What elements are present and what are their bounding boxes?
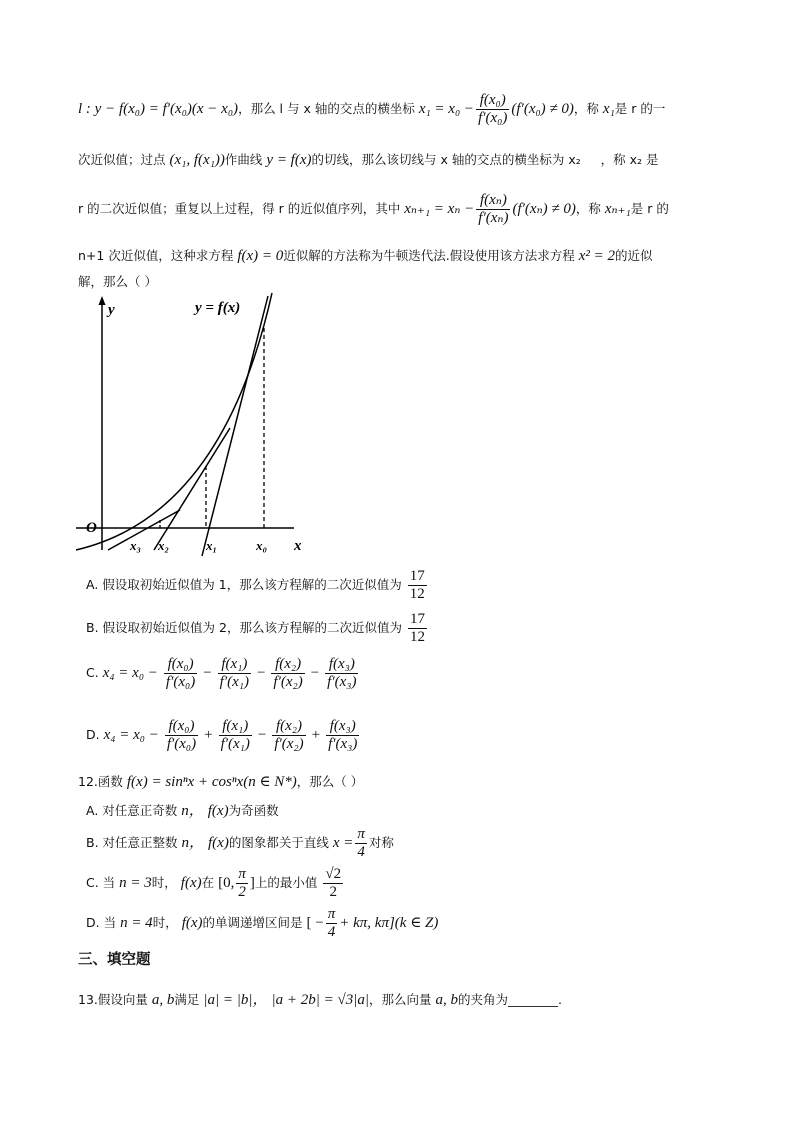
newton-method-figure <box>72 288 312 560</box>
tangent-line-x2 <box>108 510 180 550</box>
text-fragment: r 的二次近似值；重复以上过程，得 r 的近似值序列，其中 <box>78 201 401 216</box>
x1-formula-lhs: x₁ = x₀ − <box>418 101 475 117</box>
tick-label-x0: x₀ <box>256 538 268 553</box>
option-d: D. x₄ = x₀ − $\frac{\text{f(x₀)}}{\text{f′(x₀)}}$ + $\frac{\text{f(x₁)}}{\text{f′(x₁)}}$ − $\frac{\text{f(x₂)}}{\text{f′(x₂)}}$ + $\frac{\text{f(x₃)}}{\text{f′(x₃)}}$ <box>86 718 358 752</box>
text-fragment: 是 r 的一 <box>614 101 666 116</box>
option-b: B. 假设取初始近似值为 2，那么该方程解的二次近似值为 $\frac{17}{12}$ <box>86 611 425 645</box>
text-fragment: 解，那么（ ） <box>78 274 157 289</box>
q12-option-a: A. 对任意正奇数 n， f(x)为奇函数 <box>86 803 279 819</box>
text-fragment: ，称 <box>575 201 601 216</box>
origin-label: O <box>86 520 97 536</box>
text-fragment: ，称 x₂ 是 <box>600 152 659 167</box>
tick-label-x3: x₃ <box>130 538 142 553</box>
curve-label: y = f(x) <box>195 300 241 316</box>
text-fragment: ，那么 l 与 x 轴的交点的横坐标 <box>238 101 415 116</box>
fraction: $\frac{17}{12}$ <box>409 568 425 602</box>
tick-label-x1: x₁ <box>206 538 218 553</box>
text-fragment: 次近似值；过点 <box>78 152 166 167</box>
fraction: $\frac{\text{f(xₙ)}}{\text{f′(xₙ)}}$ <box>478 192 509 226</box>
symbol-xn1: xₙ₊₁ <box>604 201 631 217</box>
section-heading: 三、填空题 <box>78 952 151 968</box>
curve-fx <box>76 293 272 550</box>
question-12-stem: 12.函数 f(x) = sinⁿx + cosⁿx(n ∈ N*)，那么（ ） <box>78 774 364 790</box>
q12-option-b: B. 对任意正整数 n， f(x)的图象都关于直线 x = $\frac{\pi}{4}$ 对称 <box>86 826 394 860</box>
option-c: C. x₄ = x₀ − $\frac{\text{f(x₀)}}{\text{f′(x₀)}}$ − $\frac{\text{f(x₁)}}{\text{f′(x₁)}}$ − $\frac{\text{f(x₂)}}{\text{f′(x₂)}}$ − $\frac{\text{f(x₃)}}{\text{f′(x₃)}}$ <box>86 656 357 690</box>
x-axis-label: x <box>294 538 302 554</box>
y-axis <box>99 296 106 550</box>
question-13: 13.假设向量 a, b满足 |a| = |b|， |a + 2b| = √3|a|，那么向量 a, b的夹角为________. <box>78 992 562 1008</box>
equation-fx: f(x) = 0 <box>237 248 284 264</box>
text-line-1 <box>78 92 665 127</box>
text-line-3 <box>78 192 669 227</box>
text-fragment: n+1 次近似值，这种求方程 <box>78 248 234 263</box>
fraction: $\frac{\text{f(x₀)}}{\text{f′(x₀)}}$ <box>478 92 508 126</box>
curve-equation: y = f(x) <box>266 152 312 168</box>
text-line-4 <box>78 246 653 265</box>
text-fragment: ，称 <box>573 101 599 116</box>
condition: (f′(x₀) ≠ 0) <box>511 101 574 117</box>
condition: (f′(xₙ) ≠ 0) <box>512 201 576 217</box>
point-x1: (x₁, f(x₁)) <box>169 152 225 168</box>
q12-option-d: D. 当 n = 4时， f(x)的单调递增区间是 [ − $\frac{\pi}{4}$ + kπ, kπ](k ∈ Z) <box>86 906 439 940</box>
tangent-line-x0 <box>202 296 268 556</box>
tangent-equation: l : y − f(x₀) = f′(x₀)(x − x₀) <box>78 101 239 117</box>
text-fragment: 的近似 <box>615 248 653 263</box>
y-axis-label: y <box>108 302 115 318</box>
fraction: $\frac{17}{12}$ <box>409 611 425 645</box>
text-fragment: 近似解的方法称为牛顿迭代法.假设使用该方法求方程 <box>283 248 575 263</box>
q12-option-c: C. 当 n = 3时， f(x)在 [0, $\frac{\pi}{2}$ ]上的最小值 $\frac{√2}{2}$ <box>86 866 342 900</box>
tick-label-x2: x₂ <box>158 538 170 553</box>
text-fragment: 的切线，那么该切线与 x 轴的交点的横坐标为 x₂ <box>311 152 581 167</box>
option-a: A. 假设取初始近似值为 1，那么该方程解的二次近似值为 $\frac{17}{12}$ <box>86 568 425 602</box>
text-fragment: 是 r 的 <box>630 201 669 216</box>
symbol-x1: x₁ <box>602 101 615 117</box>
equation-x2: x² = 2 <box>578 248 615 264</box>
text-fragment: 作曲线 <box>224 152 263 167</box>
text-line-2 <box>78 150 658 169</box>
newton-formula-lhs: xₙ₊₁ = xₙ − <box>404 201 475 217</box>
